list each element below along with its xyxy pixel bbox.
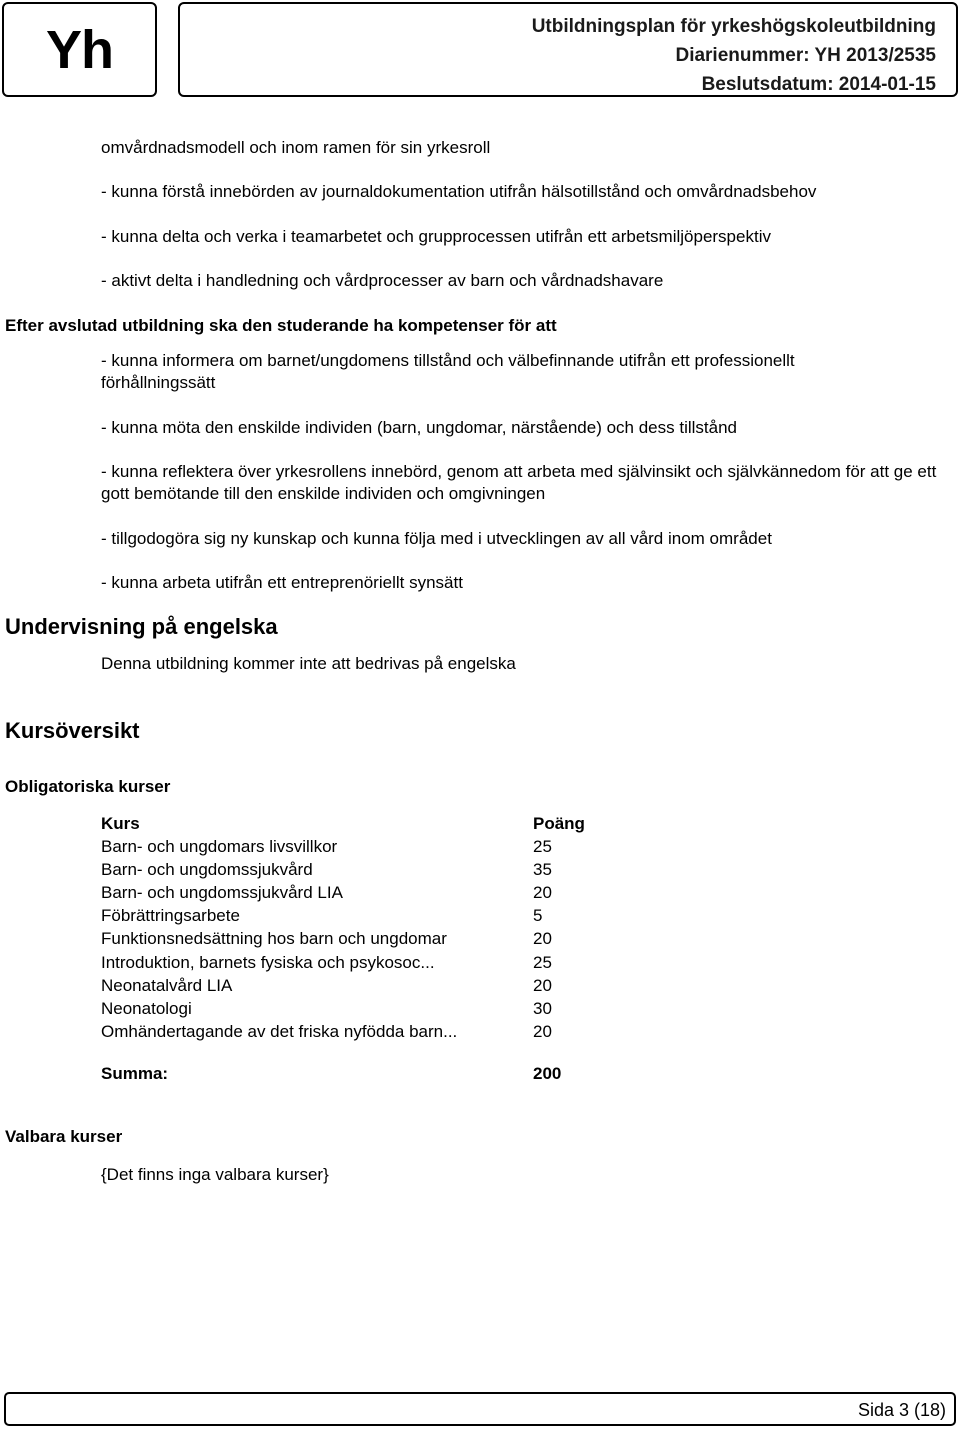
course-name: Introduktion, barnets fysiska och psykosoc...	[101, 952, 435, 972]
logo-text: Yh	[45, 19, 113, 80]
yh-logo	[2, 2, 157, 97]
column-header-course: Kurs	[101, 814, 140, 833]
course-name: Barn- och ungdomars livsvillkor	[101, 837, 338, 857]
competence-item-5: - kunna arbeta utifrån ett entreprenöriellt synsätt	[101, 573, 463, 592]
course-name: Neonatologi	[101, 998, 192, 1018]
diarienummer: Diarienummer: YH 2013/2535	[675, 45, 936, 66]
sum-value: 200	[533, 1063, 562, 1083]
text-line-4: - aktivt delta i handledning och vårdprocesser av barn och vårdnadshavare	[101, 271, 664, 290]
course-name: Barn- och ungdomssjukvård	[101, 860, 313, 880]
elective-courses-heading: Valbara kurser	[5, 1127, 123, 1146]
course-points: 35	[533, 860, 552, 880]
english-text: Denna utbildning kommer inte att bedrivas på engelska	[101, 654, 516, 673]
course-points: 20	[533, 929, 552, 949]
competence-item-1: - kunna informera om barnet/ungdomens tillstånd och välbefinnande utifrån ett professionellt förhållningssätt	[101, 351, 795, 392]
beslutsdatum: Beslutsdatum: 2014-01-15	[701, 74, 936, 95]
overview-heading: Kursöversikt	[5, 718, 140, 743]
page-footer	[4, 1392, 956, 1426]
competence-item-2: - kunna möta den enskilde individen (barn, ungdomar, närstående) och dess tillstånd	[101, 418, 737, 437]
course-name: Neonatalvård LIA	[101, 975, 233, 995]
text-line-2: - kunna förstå innebörden av journaldokumentation utifrån hälsotillstånd och omvårdnadsbehov	[101, 182, 817, 201]
sum-label: Summa:	[101, 1063, 169, 1083]
page-number: Sida 3 (18)	[857, 1400, 946, 1420]
text-line-1: omvårdnadsmodell och inom ramen för sin yrkesroll	[101, 138, 491, 157]
document-title: Utbildningsplan för yrkeshögskoleutbildning	[531, 16, 936, 37]
mandatory-courses-heading: Obligatoriska kurser	[5, 777, 171, 796]
competence-item-4: - tillgodogöra sig ny kunskap och kunna följa med i utvecklingen av all vård inom området	[101, 529, 772, 548]
course-points: 30	[533, 998, 552, 1018]
course-points: 5	[533, 906, 543, 926]
course-points: 20	[533, 975, 552, 995]
course-name: Barn- och ungdomssjukvård LIA	[101, 883, 343, 903]
elective-courses-text: {Det finns inga valbara kurser}	[101, 1165, 329, 1184]
text-line-3: - kunna delta och verka i teamarbetet och grupprocessen utifrån ett arbetsmiljöperspektiv	[101, 227, 771, 246]
course-points: 25	[533, 837, 552, 857]
column-header-points: Poäng	[533, 814, 585, 833]
course-points: 20	[533, 1021, 552, 1041]
document-header	[178, 2, 958, 97]
competence-item-3: - kunna reflektera över yrkesrollens innebörd, genom att arbeta med självinsikt och självkännedom för att ge ett gott bemötande till den enskilde individen och omgivningen	[101, 462, 937, 503]
english-heading: Undervisning på engelska	[5, 614, 278, 639]
course-points: 25	[533, 952, 552, 972]
competence-heading: Efter avslutad utbildning ska den studerande ha kompetenser för att	[5, 316, 557, 335]
course-points: 20	[533, 883, 552, 903]
course-name: Föbrättringsarbete	[101, 906, 240, 926]
course-name: Funktionsnedsättning hos barn och ungdomar	[101, 929, 447, 949]
course-name: Omhändertagande av det friska nyfödda barn...	[101, 1021, 458, 1041]
